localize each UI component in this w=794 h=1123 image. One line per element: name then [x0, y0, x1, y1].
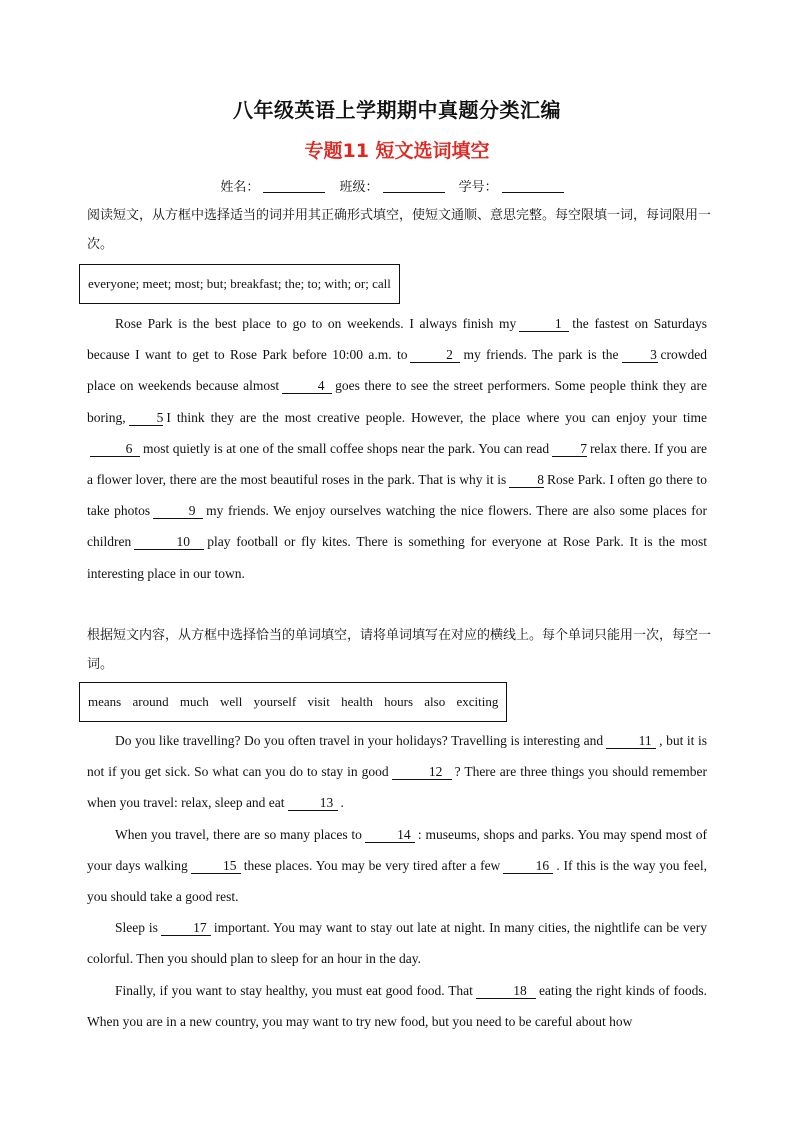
section2-word-box — [79, 682, 507, 722]
blank-17[interactable]: 17 — [161, 920, 211, 936]
blank-2[interactable]: 2 — [410, 347, 460, 363]
word-option: visit — [307, 694, 330, 709]
word-option: health — [341, 694, 373, 709]
blank-3[interactable]: 3 — [622, 347, 658, 363]
id-label: 学号： — [458, 180, 498, 195]
passage-paragraph: When you travel, there are so many places to 14 : museums, shops and parks. You may spend most of your days walking 15 these places. You may be very tired after a few 16 . If this is the way you feel, you should take a good rest. — [87, 826, 708, 905]
section2-instruction: 根据短文内容，从方框中选择恰当的单词填空，请将单词填写在对应的横线上。每个单词只能用一次，每空一词。 — [87, 628, 712, 672]
section1-passage — [87, 308, 707, 589]
name-label: 姓名： — [220, 180, 260, 195]
passage-paragraph: Finally, if you want to stay healthy, you must eat good food. That 18 eating the right kinds of foods. When you are in a new country, you may want to try new food, but you need to be careful about how — [87, 982, 707, 1029]
blank-1[interactable]: 1 — [519, 316, 569, 332]
name-field[interactable] — [263, 180, 325, 193]
blank-11[interactable]: 11 — [606, 733, 656, 749]
blank-18[interactable]: 18 — [476, 983, 536, 999]
blank-7[interactable]: 7 — [552, 441, 587, 457]
blank-15[interactable]: 15 — [191, 858, 241, 874]
id-field[interactable] — [502, 180, 564, 193]
word-option: means — [88, 694, 122, 709]
class-field[interactable] — [383, 180, 445, 193]
class-label: 班级： — [339, 180, 379, 195]
page-subtitle: 专题11 短文选词填空 — [304, 140, 490, 162]
blank-10[interactable]: 10 — [134, 534, 204, 550]
word-option: around — [132, 694, 169, 709]
section1-instruction: 阅读短文，从方框中选择适当的词并用其正确形式填空，使短文通顺、意思完整。每空限填一词，每词限用一次。 — [87, 208, 712, 252]
page-title: 八年级英语上学期期中真题分类汇编 — [233, 98, 561, 122]
section2-passage — [87, 725, 707, 1037]
word-option: much — [179, 694, 209, 709]
section1-word-list: everyone; meet; most; but; breakfast; the; to; with; or; call — [88, 276, 391, 291]
blank-13[interactable]: 13 — [288, 795, 338, 811]
blank-12[interactable]: 12 — [392, 764, 452, 780]
blank-8[interactable]: 8 — [509, 472, 544, 488]
blank-14[interactable]: 14 — [365, 827, 415, 843]
passage-paragraph: Do you like travelling? Do you often travel in your holidays? Travelling is interesting and 11 , but it is not if you get sick. So what can you do to stay in good 12 ? There are three things you should remember when you travel: relax, sleep and eat 13 . — [87, 733, 708, 811]
blank-6[interactable]: 6 — [90, 441, 140, 457]
blank-9[interactable]: 9 — [153, 503, 203, 519]
word-option: exciting — [456, 694, 499, 709]
word-option: also — [424, 694, 446, 709]
passage-paragraph: Sleep is 17 important. You may want to stay out late at night. In many cities, the nightlife can be very colorful. Then you should plan to sleep for an hour in the day. — [87, 920, 708, 967]
blank-16[interactable]: 16 — [503, 858, 553, 874]
word-option: hours — [384, 694, 414, 709]
word-option: well — [219, 694, 243, 709]
blank-4[interactable]: 4 — [282, 378, 332, 394]
word-option: yourself — [253, 694, 297, 709]
passage-paragraph: Rose Park is the best place to go to on weekends. I always finish my 1 the fastest on Saturdays because I want to get to Rose Park before 10:00 a.m. to 2 my friends. The park is the 3 crowded place on weekends because almost 4 goes there to see the street performers. Some people think they are boring, 5 I think they are the most creative people. However, the place where you can enjoy your time6 most quietly is at one of the small coffee shops near the park. You can read 7 relax there. If you are a flower lover, there are the most beautiful roses in the park. That is why it is 8 Rose Park. I often go there to take photos 9 my friends. We enjoy ourselves watching the nice flowers. There are also some places for children 10 play football or fly kites. There is something for everyone at Rose Park. It is the most interesting place in our town. — [87, 316, 708, 581]
section1-word-box — [79, 264, 400, 304]
blank-5[interactable]: 5 — [129, 410, 164, 426]
student-info-line — [0, 176, 794, 195]
